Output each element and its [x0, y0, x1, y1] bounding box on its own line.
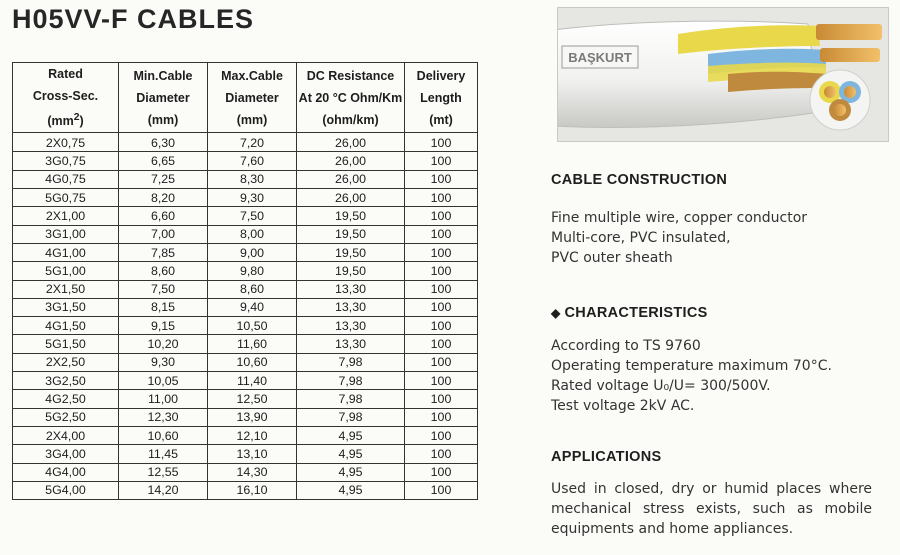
max-diameter-cell: 8,30	[208, 170, 297, 188]
table-row	[13, 408, 478, 426]
delivery-length-cell: 100	[405, 280, 478, 298]
dc-resistance-cell: 19,50	[297, 225, 405, 243]
cross-section-cell: 2X2,50	[13, 353, 119, 371]
delivery-length-cell: 100	[405, 390, 478, 408]
dc-resistance-cell: 7,98	[297, 408, 405, 426]
max-diameter-cell: 14,30	[208, 463, 297, 481]
dc-resistance-cell: 13,30	[297, 298, 405, 316]
max-diameter-cell: 10,50	[208, 317, 297, 335]
table-row	[13, 170, 478, 188]
min-diameter-cell: 7,00	[119, 225, 208, 243]
dc-resistance-cell: 7,98	[297, 372, 405, 390]
applications-text: Used in closed, dry or humid places where mechanical stress exists, such as mobile equipments and home appliances.	[551, 481, 872, 537]
min-diameter-cell: 14,20	[119, 481, 208, 499]
cross-section-cell: 5G0,75	[13, 189, 119, 207]
delivery-length-cell: 100	[405, 353, 478, 371]
delivery-length-cell: 100	[405, 207, 478, 225]
table-row	[13, 298, 478, 316]
min-diameter-cell: 6,60	[119, 207, 208, 225]
max-diameter-cell: 12,10	[208, 426, 297, 444]
dc-resistance-cell: 4,95	[297, 481, 405, 499]
applications-heading: APPLICATIONS	[551, 449, 662, 465]
min-diameter-cell: 10,20	[119, 335, 208, 353]
cable-illustration	[558, 8, 888, 141]
min-diameter-cell: 6,65	[119, 152, 208, 170]
table-body	[13, 133, 478, 500]
min-diameter-cell: 8,60	[119, 262, 208, 280]
delivery-length-cell: 100	[405, 426, 478, 444]
cross-section-cell: 3G4,00	[13, 445, 119, 463]
delivery-length-cell: 100	[405, 317, 478, 335]
cross-section-cell: 4G2,50	[13, 390, 119, 408]
max-diameter-cell: 9,00	[208, 243, 297, 261]
max-diameter-cell: 12,50	[208, 390, 297, 408]
cross-section-cell: 2X0,75	[13, 133, 119, 152]
table-row	[13, 317, 478, 335]
table-row	[13, 280, 478, 298]
table-row	[13, 152, 478, 170]
diamond-bullet-icon: ◆	[551, 306, 561, 320]
delivery-length-cell: 100	[405, 170, 478, 188]
delivery-length-cell: 100	[405, 445, 478, 463]
dc-resistance-cell: 19,50	[297, 243, 405, 261]
min-diameter-cell: 12,30	[119, 408, 208, 426]
table-row	[13, 372, 478, 390]
dc-resistance-cell: 26,00	[297, 152, 405, 170]
dc-resistance-cell: 26,00	[297, 170, 405, 188]
dc-resistance-cell: 26,00	[297, 133, 405, 152]
max-diameter-cell: 16,10	[208, 481, 297, 499]
min-diameter-cell: 8,20	[119, 189, 208, 207]
delivery-length-cell: 100	[405, 152, 478, 170]
max-diameter-cell: 13,10	[208, 445, 297, 463]
table-row	[13, 481, 478, 499]
table-row	[13, 353, 478, 371]
table-row	[13, 262, 478, 280]
dc-resistance-cell: 4,95	[297, 445, 405, 463]
cross-section-cell: 5G1,00	[13, 262, 119, 280]
delivery-length-cell: 100	[405, 372, 478, 390]
table-row	[13, 225, 478, 243]
min-diameter-cell: 11,45	[119, 445, 208, 463]
delivery-length-cell: 100	[405, 262, 478, 280]
table-row	[13, 426, 478, 444]
min-diameter-cell: 9,30	[119, 353, 208, 371]
dc-resistance-cell: 13,30	[297, 317, 405, 335]
delivery-length-cell: 100	[405, 189, 478, 207]
min-diameter-cell: 6,30	[119, 133, 208, 152]
min-diameter-cell: 8,15	[119, 298, 208, 316]
construction-heading: CABLE CONSTRUCTION	[551, 172, 728, 188]
min-diameter-cell: 9,15	[119, 317, 208, 335]
max-diameter-cell: 10,60	[208, 353, 297, 371]
cable-photo	[557, 7, 889, 142]
table-row	[13, 207, 478, 225]
dc-resistance-cell: 13,30	[297, 335, 405, 353]
table-row	[13, 133, 478, 152]
table-row	[13, 189, 478, 207]
construction-text: Fine multiple wire, copper conductor Multi-core, PVC insulated, PVC outer sheath	[551, 210, 808, 266]
cross-section-cell: 4G1,00	[13, 243, 119, 261]
max-diameter-cell: 11,40	[208, 372, 297, 390]
header-max-diameter: Max.Cable Diameter (mm)	[208, 63, 297, 133]
max-diameter-cell: 8,00	[208, 225, 297, 243]
min-diameter-cell: 7,85	[119, 243, 208, 261]
header-min-diameter: Min.Cable Diameter (mm)	[119, 63, 208, 133]
page-title: H05VV-F CABLES	[12, 4, 255, 34]
table-header-row	[13, 63, 478, 133]
max-diameter-cell: 7,60	[208, 152, 297, 170]
max-diameter-cell: 8,60	[208, 280, 297, 298]
dc-resistance-cell: 13,30	[297, 280, 405, 298]
min-diameter-cell: 7,50	[119, 280, 208, 298]
dc-resistance-cell: 26,00	[297, 189, 405, 207]
cross-section-cell: 5G1,50	[13, 335, 119, 353]
max-diameter-cell: 13,90	[208, 408, 297, 426]
cross-section-cell: 4G4,00	[13, 463, 119, 481]
header-dc-resistance: DC Resistance At 20 °C Ohm/Km (ohm/km)	[297, 63, 405, 133]
max-diameter-cell: 7,20	[208, 133, 297, 152]
min-diameter-cell: 7,25	[119, 170, 208, 188]
max-diameter-cell: 11,60	[208, 335, 297, 353]
max-diameter-cell: 7,50	[208, 207, 297, 225]
dc-resistance-cell: 7,98	[297, 390, 405, 408]
max-diameter-cell: 9,30	[208, 189, 297, 207]
delivery-length-cell: 100	[405, 481, 478, 499]
cross-section-cell: 4G0,75	[13, 170, 119, 188]
cross-section-cell: 5G2,50	[13, 408, 119, 426]
characteristics-text: According to TS 9760 Operating temperature maximum 70°C. Rated voltage U₀/U= 300/500V. Test voltage 2kV AC.	[551, 338, 832, 414]
cross-section-cell: 2X1,50	[13, 280, 119, 298]
characteristics-heading: ◆ CHARACTERISTICS	[551, 305, 708, 321]
cross-section-cell: 2X4,00	[13, 426, 119, 444]
table-row	[13, 463, 478, 481]
max-diameter-cell: 9,40	[208, 298, 297, 316]
min-diameter-cell: 11,00	[119, 390, 208, 408]
cross-section-cell: 4G1,50	[13, 317, 119, 335]
dc-resistance-cell: 19,50	[297, 262, 405, 280]
dc-resistance-cell: 4,95	[297, 426, 405, 444]
cross-section-cell: 2X1,00	[13, 207, 119, 225]
cross-section-cell: 3G1,50	[13, 298, 119, 316]
brand-logo: BAŞKURT	[568, 50, 632, 65]
cross-section-cell: 3G1,00	[13, 225, 119, 243]
table-row	[13, 390, 478, 408]
cross-section-cell: 3G2,50	[13, 372, 119, 390]
delivery-length-cell: 100	[405, 408, 478, 426]
cross-section-cell: 5G4,00	[13, 481, 119, 499]
table-row	[13, 335, 478, 353]
cross-section-cell: 3G0,75	[13, 152, 119, 170]
cable-spec-table	[12, 62, 478, 500]
delivery-length-cell: 100	[405, 298, 478, 316]
header-delivery-length: Delivery Length (mt)	[405, 63, 478, 133]
min-diameter-cell: 10,60	[119, 426, 208, 444]
dc-resistance-cell: 4,95	[297, 463, 405, 481]
delivery-length-cell: 100	[405, 463, 478, 481]
dc-resistance-cell: 7,98	[297, 353, 405, 371]
dc-resistance-cell: 19,50	[297, 207, 405, 225]
max-diameter-cell: 9,80	[208, 262, 297, 280]
delivery-length-cell: 100	[405, 335, 478, 353]
table-row	[13, 243, 478, 261]
min-diameter-cell: 12,55	[119, 463, 208, 481]
delivery-length-cell: 100	[405, 133, 478, 152]
delivery-length-cell: 100	[405, 243, 478, 261]
min-diameter-cell: 10,05	[119, 372, 208, 390]
table-row	[13, 445, 478, 463]
delivery-length-cell: 100	[405, 225, 478, 243]
header-cross-section: Rated Cross-Sec. $(mm^2)$	[13, 63, 119, 133]
